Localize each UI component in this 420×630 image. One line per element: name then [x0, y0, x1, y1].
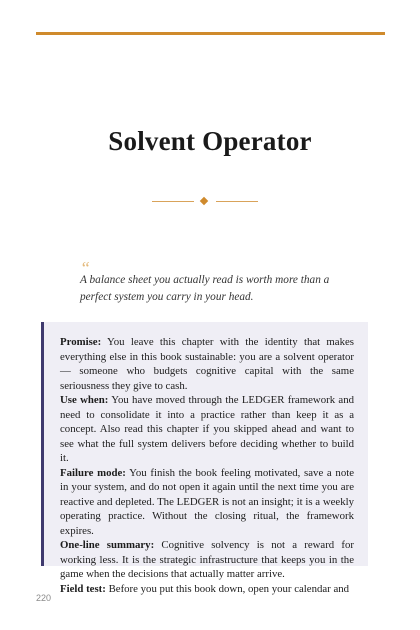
- promise-text: You leave this chapter with the identity that makes everything else in this book sustainable: you are a solvent operator — someone who budgets cognitive capital with the same seriousness they give to cash.: [60, 336, 354, 392]
- failure-mode-text: You finish the book feeling motivated, save a note in your system, and do not open it again until the next time you are reactive and depleted. The LEDGER is not an insight; it is a weekly operating practice. Without the closing ritual, the framework expires.: [60, 466, 355, 537]
- use-when-label: Use when:: [60, 394, 109, 406]
- diamond-icon: [200, 197, 208, 205]
- field-test-text: Before you put this book down, open your calendar and: [105, 582, 350, 595]
- failure-mode-paragraph: [60, 466, 354, 539]
- ornament-line-left: [152, 201, 194, 202]
- field-test-label: Field test:: [60, 582, 106, 595]
- quote-mark-icon: “: [80, 258, 91, 278]
- page-number: 220: [36, 593, 52, 603]
- summary-text: Cognitive solvency is not a reward for working less. It is the strategic infrastructure that keeps you in the game when the decisions that actually matter arrive.: [60, 539, 354, 580]
- chapter-title: Solvent Operator: [108, 126, 312, 156]
- summary-paragraph: [60, 538, 354, 582]
- title-ornament: [152, 196, 258, 208]
- use-when-paragraph: [60, 393, 354, 466]
- failure-mode-label: Failure mode:: [60, 466, 126, 479]
- promise-label: Promise:: [60, 336, 102, 348]
- ornament-line-right: [216, 201, 258, 202]
- epigraph-quote: A balance sheet you actually read is worth more than a perfect system you carry in your head.: [80, 274, 330, 303]
- top-rule: [36, 32, 385, 35]
- field-test-paragraph: [60, 582, 354, 597]
- summary-label: One-line summary:: [60, 539, 155, 551]
- promise-paragraph: [60, 335, 354, 393]
- use-when-text: You have moved through the LEDGER framework and need to consolidate it into a practice rather than keep it as a concept. Also read this chapter if you skipped ahead and want to see what the full system delivers before deciding whether to build it.: [60, 394, 354, 464]
- chapter-summary-callout: [41, 322, 368, 595]
